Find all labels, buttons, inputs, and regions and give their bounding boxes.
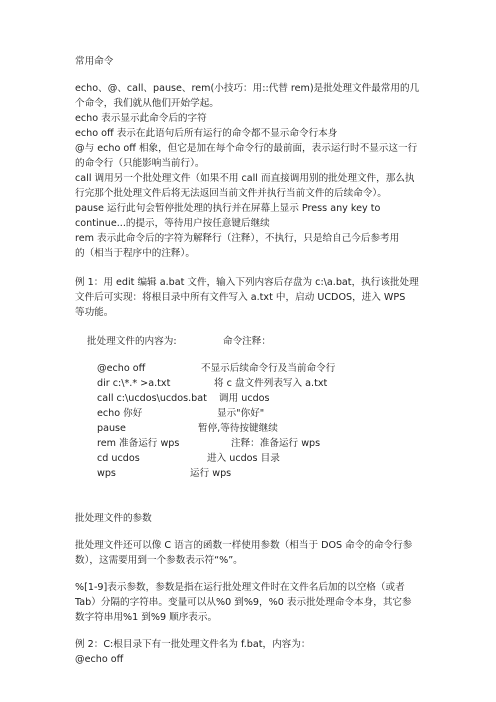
code-command: wps — [97, 468, 116, 479]
command-line: call 调用另一个批处理文件（如果不用 call 而直接调用别的批处理文件，那么执 — [75, 173, 415, 184]
code-command: pause — [97, 423, 126, 434]
code-note: 不显示后续命令行及当前命令行 — [201, 363, 336, 374]
code-note: 进入 ucdos 目录 — [207, 453, 280, 464]
code-command: call c:\ucdos\ucdos.bat — [97, 393, 207, 404]
code-row — [97, 391, 420, 406]
command-line: 的（相当于程序中的注释）。 — [75, 248, 195, 259]
section-heading-parameters: 批处理文件的参数 — [75, 513, 152, 524]
section-heading-common-commands: 常用命令 — [75, 56, 114, 67]
command-rem — [75, 231, 420, 261]
code-row — [97, 376, 420, 391]
command-line: 的命令行（只能影响当前行）。 — [75, 158, 205, 169]
command-line: echo off 表示在此语句后所有运行的命令都不显示命令行本身 — [75, 128, 338, 139]
code-command: @echo off — [97, 363, 146, 374]
code-note: 调用 ucdos — [219, 393, 270, 404]
code-command: rem 准备运行 wps — [97, 438, 180, 449]
intro-paragraph — [75, 81, 420, 111]
command-at — [75, 141, 420, 171]
code-row — [97, 436, 420, 451]
code-command: echo 你好 — [97, 408, 143, 419]
command-line: continue...的提示，等待用户按任意键后继续 — [75, 218, 270, 229]
example-line: 文件后可实现：将根目录中所有文件写入 a.txt 中，启动 UCDOS，进入 WPS — [75, 292, 406, 303]
parameters-line: 数），这需要用到一个参数表示符“%”。 — [75, 555, 243, 566]
command-line: rem 表示此命令后的字符为解释行（注释），不执行，只是给自己今后参考用 — [75, 233, 400, 244]
example-line: 例 1：用 edit 编辑 a.bat 文件，输入下列内容后存盘为 c:\a.bat，执行该批处理 — [75, 277, 419, 288]
code-row — [97, 421, 420, 436]
intro-line: echo、@、call、pause、rem(小技巧：用::代替 rem)是批处理文件最常用的几 — [75, 83, 420, 94]
code-note: 注释：准备运行 wps — [231, 438, 321, 449]
code-row — [97, 361, 420, 376]
percent-line: Tab）分隔的字符串。变量可以从%0 到%9，%0 表示批处理命令本身，其它参 — [75, 597, 412, 608]
command-call — [75, 171, 420, 201]
code-row — [97, 451, 420, 466]
code-note: 运行 wps — [190, 468, 232, 479]
parameters-line: 批处理文件还可以像 C 语言的函数一样使用参数（相当于 DOS 命令的命令行参 — [75, 540, 413, 551]
command-line: echo 表示显示此命令后的字符 — [75, 113, 207, 124]
example-line: 例 2：C:根目录下有一批处理文件名为 f.bat，内容为： — [75, 639, 311, 650]
command-line: 行完那个批处理文件后将无法返回当前文件并执行当前文件的后续命令）。 — [75, 188, 387, 199]
code-intro-row — [87, 334, 420, 349]
page-content — [75, 54, 420, 667]
percent-line: %[1-9]表示参数，参数是指在运行批处理文件时在文件名后加的以空格（或者 — [75, 582, 405, 593]
code-command: dir c:\*.* >a.txt — [97, 378, 171, 389]
command-line: @与 echo off 相象，但它是加在每个命令行的最前面，表示运行时不显示这一行 — [75, 143, 418, 154]
code-row — [97, 466, 420, 481]
code-note: 显示"你好" — [217, 408, 265, 419]
example-line: @echo off — [75, 654, 124, 665]
command-echo — [75, 111, 420, 126]
example-1-paragraph — [75, 275, 420, 320]
command-pause — [75, 201, 420, 231]
command-echo-off — [75, 126, 420, 141]
intro-line: 个命令，我们就从他们开始学起。 — [75, 98, 219, 109]
parameters-paragraph — [75, 538, 420, 568]
code-row — [97, 406, 420, 421]
example-line: 等功能。 — [75, 307, 114, 318]
code-note: 将 c 盘文件列表写入 a.txt — [214, 378, 328, 389]
command-line: pause 运行此句会暂停批处理的执行并在屏幕上显示 Press any key to — [75, 203, 381, 214]
example-2-paragraph — [75, 637, 420, 667]
code-content-label: 批处理文件的内容为: — [87, 336, 177, 347]
code-block — [97, 361, 420, 481]
percent-line: 数字符串用%1 到%9 顺序表示。 — [75, 612, 218, 623]
code-command: cd ucdos — [97, 453, 140, 464]
percent-paragraph — [75, 580, 420, 625]
code-note: 暂停,等待按键继续 — [198, 423, 278, 434]
code-comment-label: 命令注释： — [223, 336, 271, 347]
